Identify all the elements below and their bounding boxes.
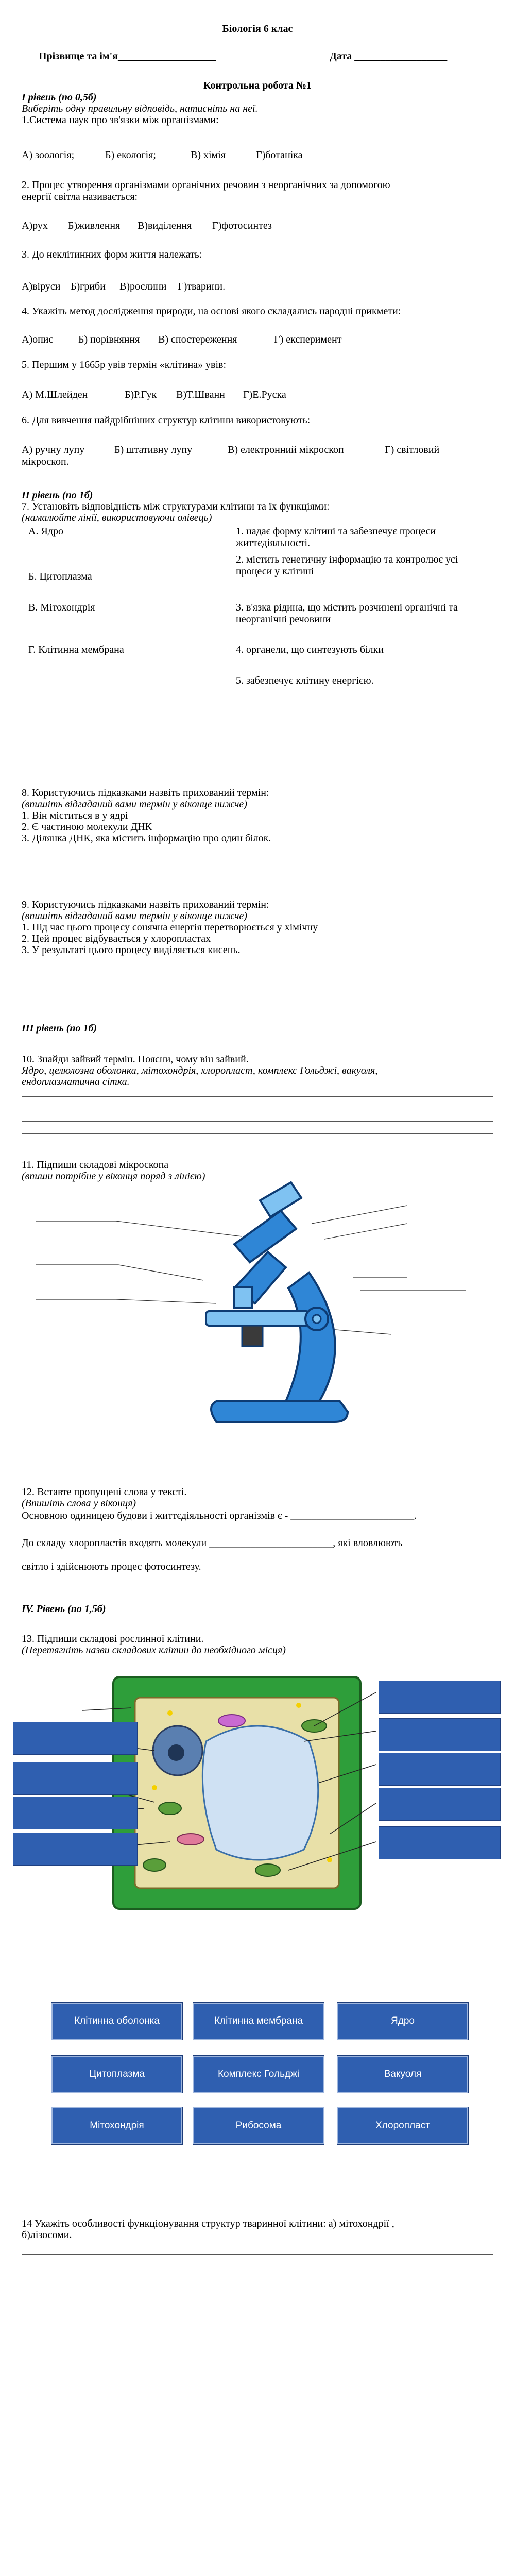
- cell-drop-target-left-2[interactable]: [13, 1762, 138, 1795]
- q3-option-d[interactable]: Г)тварини.: [178, 281, 226, 292]
- q3-text: 3. До неклітинних форм життя належать:: [22, 249, 202, 260]
- q7-right-3a: 3. в'язка рідина, що містить розчинені органічні та: [236, 602, 458, 613]
- q7-left-d: Г. Клітинна мембрана: [28, 644, 124, 655]
- q11-text: 11. Підпиши складові мікроскопа: [22, 1159, 169, 1171]
- level4-heading: IV. Рівень (по 1,5б): [22, 1603, 106, 1615]
- cell-drop-target-right-2[interactable]: [379, 1718, 501, 1751]
- q8-text: 8. Користуючись підказками назвіть прихований термін:: [22, 787, 269, 799]
- q10-terms-line2: ендоплазматична сітка.: [22, 1076, 130, 1088]
- q10-terms-line1: Ядро, целюлозна оболонка, мітохондрія, хлоропласт, комплекс Гольджі, вакуоля,: [22, 1065, 378, 1076]
- q5-text: 5. Першим у 1665р увів термін «клітина» увів:: [22, 359, 227, 370]
- cell-drop-target-right-1[interactable]: [379, 1681, 501, 1714]
- q1-option-b[interactable]: Б) екологія;: [105, 149, 156, 161]
- plant-cell: [113, 1677, 360, 1909]
- q4-options: [22, 334, 485, 346]
- q8-line3: 3. Ділянка ДНК, яка містить інформацію про один білок.: [22, 833, 271, 844]
- q12-line2[interactable]: До складу хлоропластів входять молекули ________________________, які вловлюють: [22, 1537, 403, 1549]
- q6-text: 6. Для вивчення найдрібніших структур клітини використовують:: [22, 415, 311, 426]
- q10-answer-line-1[interactable]: [22, 1096, 493, 1097]
- q14-text-line2: б)лізосоми.: [22, 2229, 72, 2241]
- q13-hint: (Перетягніть назви складових клітин до необхідного місця): [22, 1645, 286, 1656]
- cell-drop-target-left-1[interactable]: [13, 1722, 138, 1755]
- level3-heading: ІІІ рівень (по 1б): [22, 1023, 97, 1034]
- q6-option-d-tail: мікроскоп.: [22, 456, 69, 467]
- q14-text-line1: 14 Укажіть особливості функціонування структур тваринної клітини: а) мітохондрії ,: [22, 2218, 394, 2229]
- q8-line1: 1. Він міститься в у ядрі: [22, 810, 128, 821]
- label-tile-cell-membrane[interactable]: Клітинна мембрана: [193, 2003, 324, 2040]
- test-title: Контрольна робота №1: [203, 80, 312, 91]
- q8-line2: 2. Є частиною молекули ДНК: [22, 821, 152, 833]
- cell-drop-target-right-5[interactable]: [379, 1826, 501, 1859]
- q1-option-d[interactable]: Г)ботаніка: [256, 149, 303, 161]
- q2-text-line2: енергії світла називається:: [22, 191, 138, 202]
- q6-option-a[interactable]: А) ручну лупу: [22, 444, 85, 455]
- level2-heading: ІІ рівень (по 1б): [22, 489, 93, 501]
- cell-drop-target-left-4[interactable]: [13, 1833, 138, 1866]
- q5-option-b[interactable]: Б)Р.Гук: [125, 389, 157, 400]
- q9-line3: 3. У результаті цього процесу виділяється кисень.: [22, 944, 241, 956]
- q7-left-c: В. Мітохондрія: [28, 602, 95, 613]
- q7-hint: (намалюйте лінії, використовуючи олівець): [22, 512, 212, 523]
- label-tile-vacuole[interactable]: Вакуоля: [337, 2056, 468, 2093]
- q7-left-b: Б. Цитоплазма: [28, 571, 92, 582]
- q2-option-d[interactable]: Г)фотосинтез: [212, 220, 272, 231]
- cell-drop-target-right-3[interactable]: [379, 1753, 501, 1786]
- q7-left-a: А. Ядро: [28, 526, 63, 537]
- q12-hint: (Впишіть слова у віконця): [22, 1498, 136, 1509]
- microscope-illustration: [0, 1180, 515, 1448]
- q5-option-a[interactable]: А) М.Шлейден: [22, 389, 88, 400]
- q5-option-c[interactable]: В)Т.Шванн: [176, 389, 225, 400]
- q9-line2: 2. Цей процес відбувається у хлоропластах: [22, 933, 211, 944]
- q7-text: 7. Установіть відповідність між структурами клітини та їх функціями:: [22, 501, 330, 512]
- q9-text: 9. Користуючись підказками назвіть прихований термін:: [22, 899, 269, 910]
- q2-option-c[interactable]: В)виділення: [138, 220, 192, 231]
- q3-option-b[interactable]: Б)гриби: [71, 281, 106, 292]
- q4-option-b[interactable]: Б) порівняння: [78, 334, 140, 345]
- q7-right-2a: 2. містить генетичну інформацію та контролює усі: [236, 554, 458, 565]
- q2-text-line1: 2. Процес утворення організмами органічних речовин з неорганічних за допомогою: [22, 179, 390, 191]
- q13-text: 13. Підпиши складові рослинної клітини.: [22, 1633, 204, 1645]
- q7-right-2b: процеси у клітині: [236, 566, 314, 577]
- q10-text: 10. Знайди зайвий термін. Поясни, чому він зайвий.: [22, 1054, 249, 1065]
- q1-option-c[interactable]: В) хімія: [191, 149, 226, 161]
- q12-line1[interactable]: Основною одиницею будови і життєдіяльності організмів є - ________________________.: [22, 1510, 417, 1521]
- q7-right-4: 4. органели, що синтезують білки: [236, 644, 384, 655]
- q7-right-1a: 1. надає форму клітині та забезпечує процеси: [236, 526, 436, 537]
- level1-heading: І рівень (по 0,5б): [22, 92, 97, 103]
- q7-right-1b: життєдіяльності.: [236, 537, 310, 549]
- q1-text: 1.Система наук про зв'язки між організмами:: [22, 114, 219, 126]
- cell-drop-target-right-4[interactable]: [379, 1788, 501, 1821]
- label-tile-ribosome[interactable]: Рибосома: [193, 2107, 324, 2144]
- name-field-label: Прізвище та ім'я___________________: [39, 50, 216, 62]
- q7-right-5: 5. забезпечує клітину енергією.: [236, 675, 374, 686]
- label-tile-cytoplasm[interactable]: Цитоплазма: [52, 2056, 182, 2093]
- label-tile-nucleus[interactable]: Ядро: [337, 2003, 468, 2040]
- q1-option-a[interactable]: А) зоологія;: [22, 149, 75, 161]
- q7-right-3b: неорганічні речовини: [236, 614, 331, 625]
- q4-text: 4. Укажіть метод дослідження природи, на основі якого складались народні прикмети:: [22, 306, 401, 317]
- q4-option-c[interactable]: В) спостереження: [158, 334, 237, 345]
- q5-option-d[interactable]: Г)Е.Руска: [243, 389, 286, 400]
- q6-option-d[interactable]: Г) світловий: [385, 444, 440, 455]
- q8-hint: (впишіть відгаданий вами термін у віконце нижче): [22, 799, 247, 810]
- worksheet-subject-title: Біологія 6 клас: [222, 23, 293, 35]
- q2-option-b[interactable]: Б)живлення: [68, 220, 121, 231]
- level1-instruction: Виберіть одну правильну відповідь, натисніть на неї.: [22, 103, 258, 114]
- q10-answer-line-4[interactable]: [22, 1133, 493, 1134]
- q1-options: [22, 149, 485, 162]
- q2-option-a[interactable]: А)рух: [22, 220, 48, 231]
- label-tile-mitochondria[interactable]: Мітохондрія: [52, 2107, 182, 2144]
- q12-line3: світло і здійснюють процес фотосинтезу.: [22, 1561, 201, 1572]
- q3-option-a[interactable]: А)віруси: [22, 281, 61, 292]
- q5-options: [22, 389, 485, 401]
- q6-options: [22, 444, 485, 469]
- q4-option-d[interactable]: Г) експеримент: [274, 334, 342, 345]
- q3-option-c[interactable]: В)рослини: [119, 281, 167, 292]
- cell-drop-target-left-3[interactable]: [13, 1797, 138, 1829]
- label-tile-cell-wall[interactable]: Клітинна оболонка: [52, 2003, 182, 2040]
- q14-answer-line-1[interactable]: [22, 2254, 493, 2255]
- q6-option-b[interactable]: Б) штативну лупу: [114, 444, 193, 455]
- q10-answer-line-3[interactable]: [22, 1121, 493, 1122]
- microscope-body: [206, 1182, 348, 1422]
- q9-line1: 1. Під час цього процесу сонячна енергія перетворюється у хімічну: [22, 922, 318, 933]
- q9-hint: (впишіть відгаданий вами термін у віконце нижче): [22, 910, 247, 922]
- date-field-label: Дата __________________: [330, 50, 448, 62]
- q4-option-a[interactable]: А)опис: [22, 334, 54, 345]
- q6-option-c[interactable]: В) електронний мікроскоп: [228, 444, 344, 455]
- q2-options: [22, 220, 485, 232]
- label-tile-golgi[interactable]: Комплекс Гольджі: [193, 2056, 324, 2093]
- label-tile-chloroplast[interactable]: Хлоропласт: [337, 2107, 468, 2144]
- q11-hint: (впиши потрібне у віконця поряд з лінією): [22, 1171, 205, 1182]
- q3-options: [22, 281, 485, 293]
- q12-text: 12. Вставте пропущені слова у тексті.: [22, 1486, 187, 1498]
